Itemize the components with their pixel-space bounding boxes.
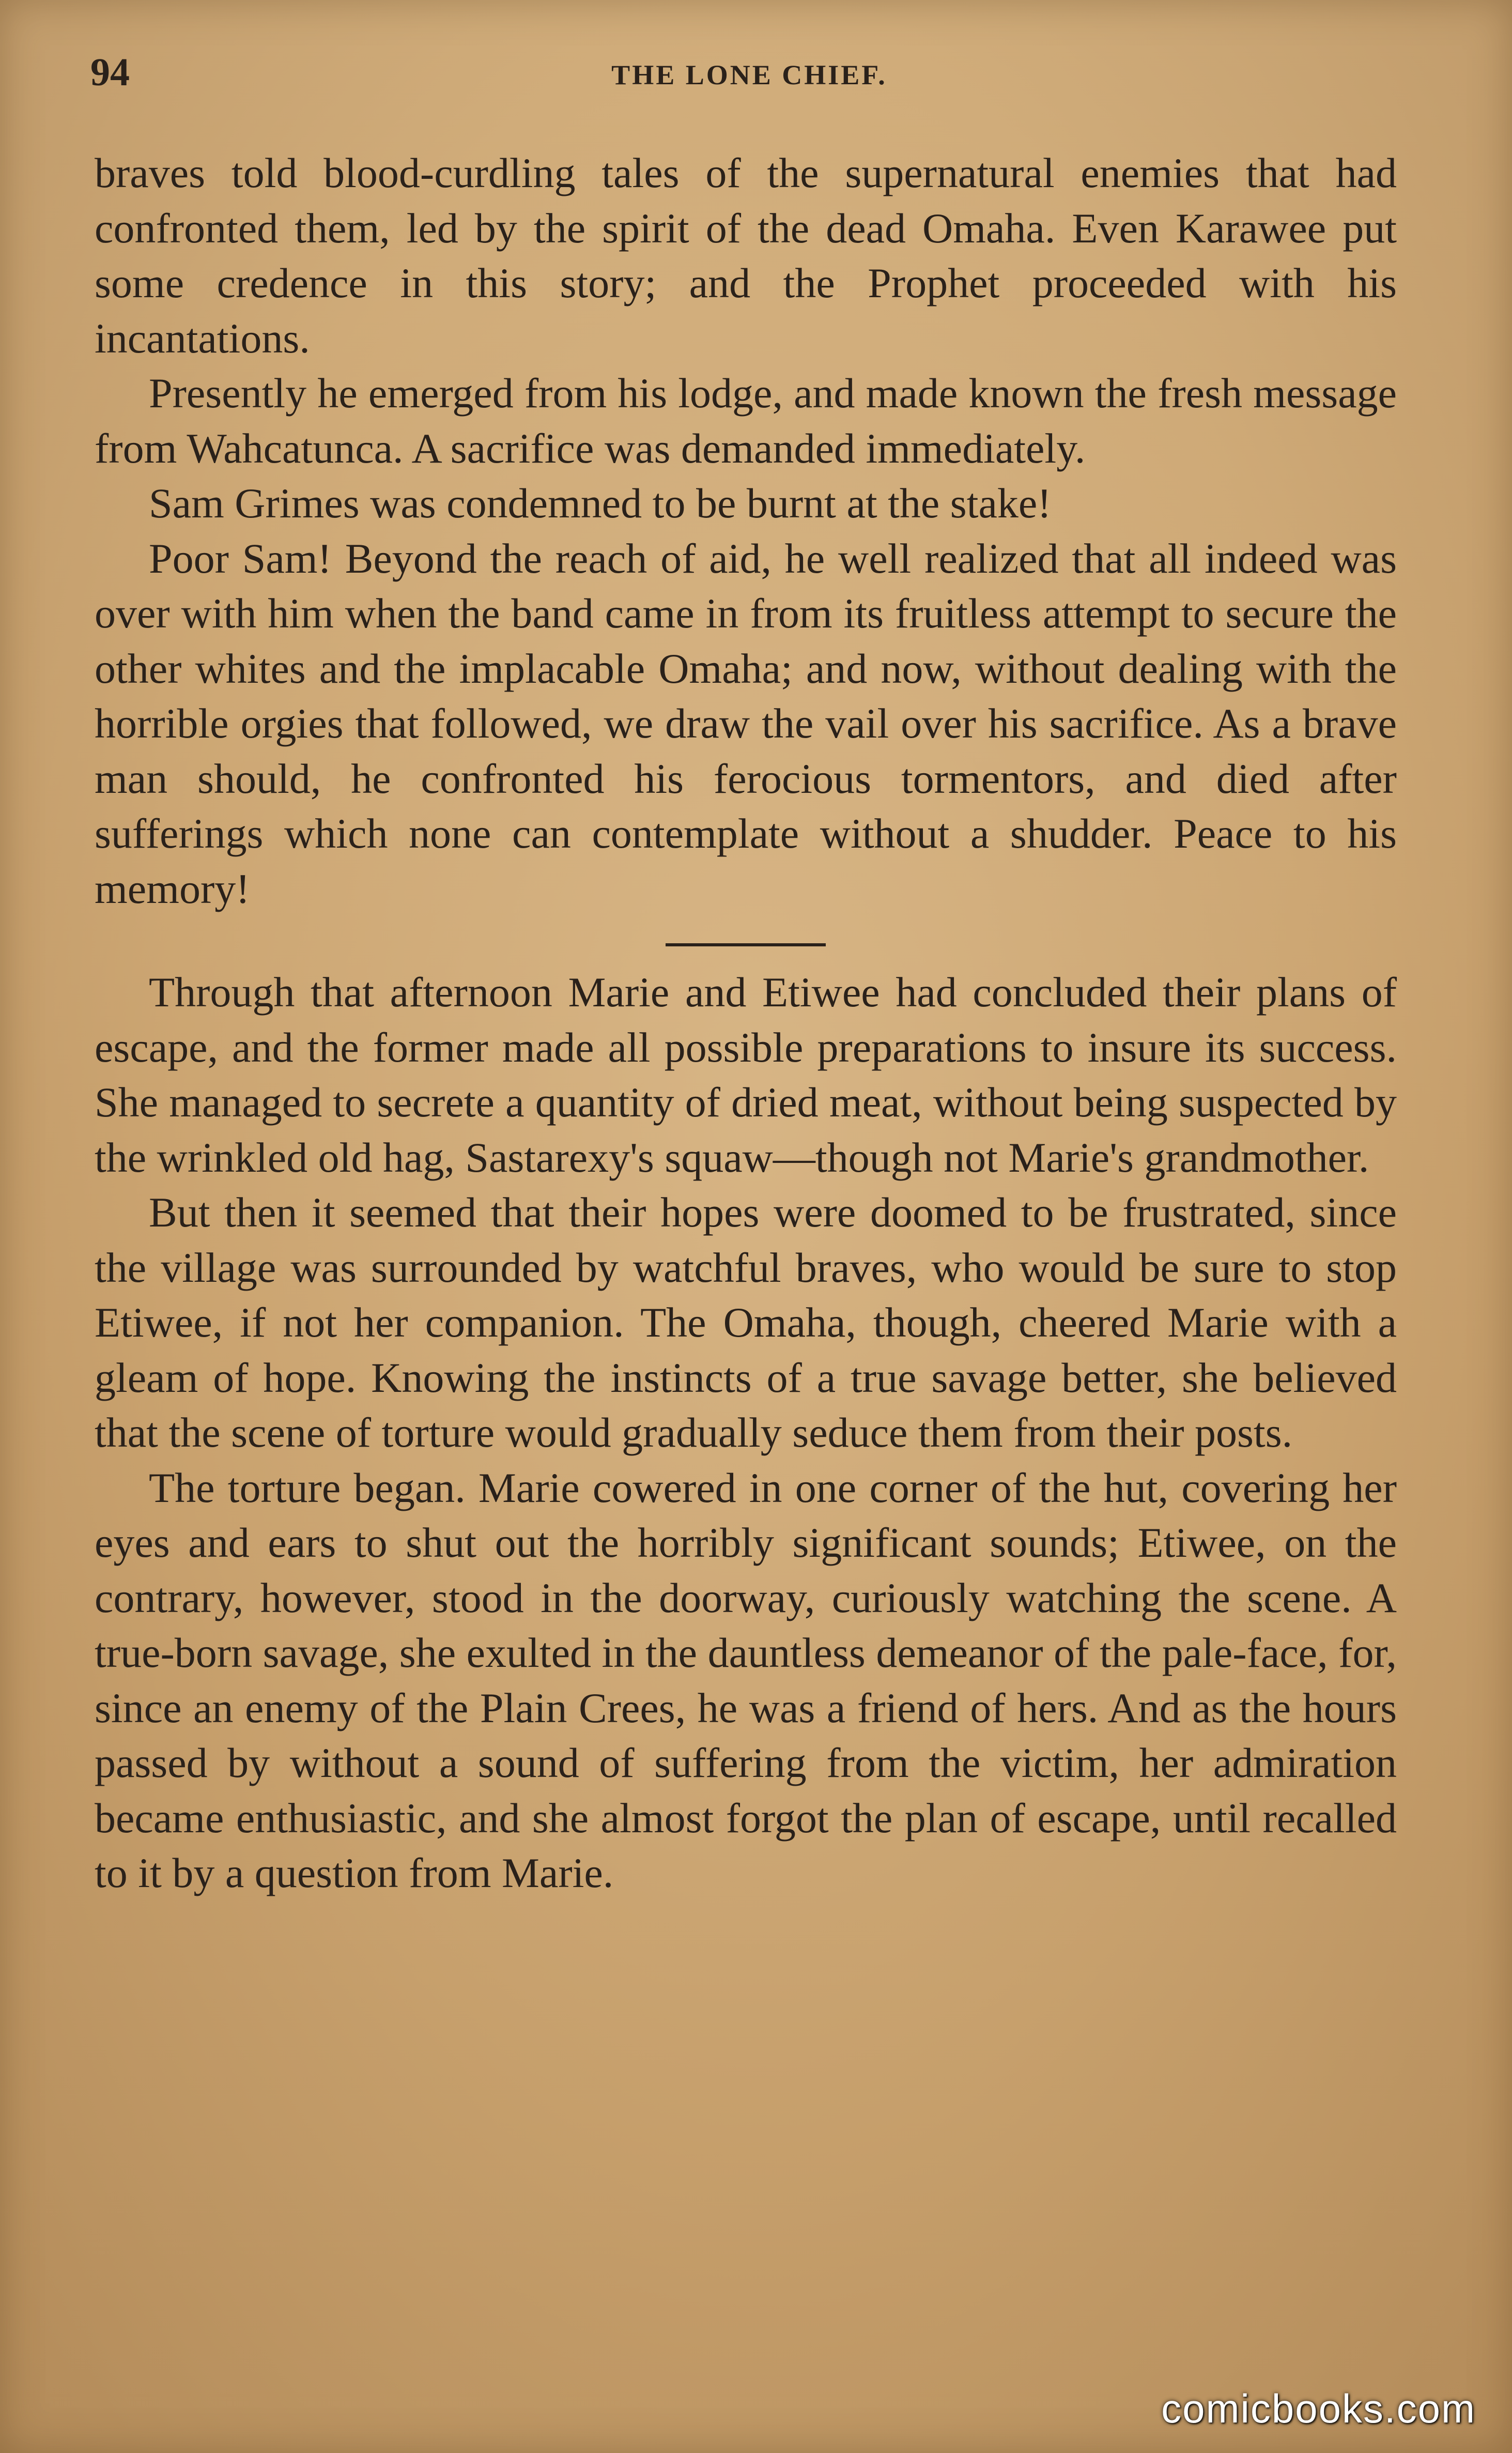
body-text [95, 146, 1397, 1901]
paragraph: Poor Sam! Beyond the reach of aid, he well realized that all indeed was over with him when the band came in from its fruitless attempt to secure the other whites and the implacable Omaha; and now, without dealing with the horrible orgies that followed, we draw the vail over his sacrifice. As a brave man should, he confronted his ferocious tormentors, and died after sufferings which none can contemplate without a shudder. Peace to his memory! [95, 534, 1397, 912]
paragraph: braves told blood-curdling tales of the supernatural enemies that had confronted them, led by the spirit of the dead Omaha. Even Karawee put some credence in this story; and the Prophet proceeded with his incantations. [95, 149, 1397, 362]
page-number: 94 [90, 51, 130, 94]
paragraph: Through that afternoon Marie and Etiwee had concluded their plans of escape, and the former made all possible preparations to insure its success. She managed to secrete a quantity of dried meat, without being suspected by the wrinkled old hag, Sastarexy's squaw—though not Marie's grandmother. [95, 969, 1397, 1181]
paragraph: But then it seemed that their hopes were doomed to be frustrated, since the village was surrounded by watchful braves, who would be sure to stop Etiwee, if not her companion. The Omaha, though, cheered Marie with a gleam of hope. Knowing the instincts of a true savage better, she believed that the scene of torture would gradually seduce them from their posts. [95, 1189, 1397, 1456]
section-break-rule [666, 943, 826, 946]
paragraph: Presently he emerged from his lodge, and made known the fresh message from Wahcatunca. A sacrifice was demanded immediately. [95, 370, 1397, 472]
paragraph: Sam Grimes was condemned to be burnt at the stake! [149, 480, 1052, 527]
running-head [90, 49, 1408, 96]
running-title: THE LONE CHIEF. [611, 59, 887, 90]
watermark: comicbooks.com [1161, 2386, 1476, 2431]
paragraph: The torture began. Marie cowered in one corner of the hut, covering her eyes and ears to shut out the horribly significant sounds; Etiwee, on the contrary, however, stood in the doorway, curiously watching the scene. A true-born savage, she exulted in the dauntless demeanor of the pale-face, for, since an enemy of the Plain Crees, he was a friend of hers. And as the hours passed by without a sound of suffering from the victim, her admiration became enthusiastic, and she almost forgot the plan of escape, until recalled to it by a question from Marie. [95, 1464, 1397, 1896]
